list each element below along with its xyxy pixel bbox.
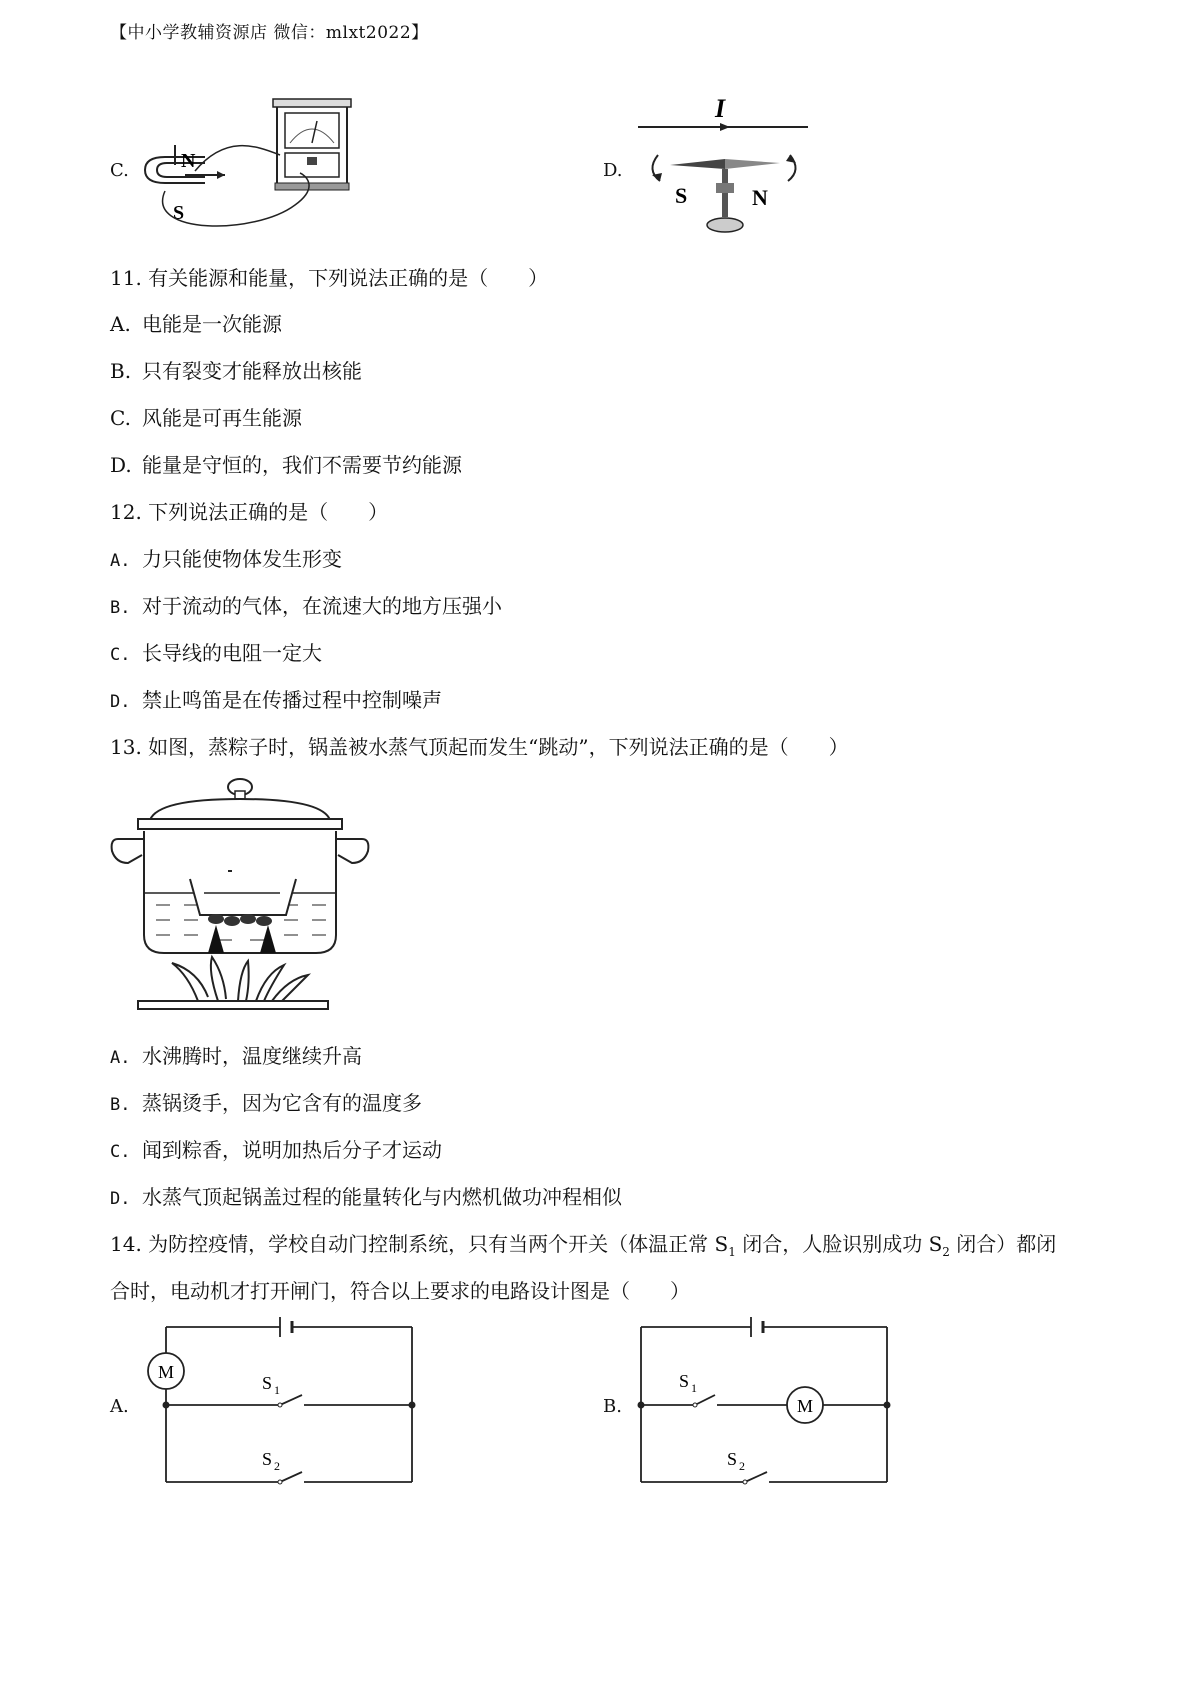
circuit-a-s1-sub: 1 (274, 1383, 280, 1397)
q11-option-b-letter: B. (110, 359, 132, 383)
q14-stem-part-c: 闭合）都闭 (949, 1232, 1057, 1256)
q12-option-d-letter: D. (110, 692, 131, 712)
circuit-b-diagram (635, 1315, 900, 1495)
option-d-label: D. (603, 160, 623, 181)
figure-d-oersted (630, 95, 815, 245)
q12-option-a-letter: A. (110, 551, 131, 571)
q13-option-b-letter: B. (110, 1095, 131, 1115)
magnet-n-label: N (181, 150, 196, 172)
circuit-a-s1-label: S (262, 1373, 273, 1393)
q13-option-c-letter: C. (110, 1142, 131, 1162)
q13-option-a (110, 1040, 362, 1069)
q11-option-a (110, 308, 282, 337)
option-c-label: C. (110, 160, 129, 181)
circuit-a-label: A. (110, 1396, 129, 1417)
q11-option-b-text: 只有裂变才能释放出核能 (142, 359, 362, 383)
circuit-b-s1-sub: 1 (691, 1381, 697, 1395)
q14-stem-line2: 合时，电动机才打开闸门，符合以上要求的电路设计图是（ ） (110, 1279, 690, 1303)
circuit-b-s2-label: S (727, 1449, 738, 1469)
q13-option-d (110, 1181, 622, 1210)
q13-option-d-letter: D. (110, 1189, 131, 1209)
circuit-a-s2-sub: 2 (274, 1459, 280, 1473)
circuit-b-motor-label: M (797, 1396, 814, 1416)
q11-option-d-text: 能量是守恒的，我们不需要节约能源 (142, 453, 462, 477)
q12-option-d (110, 684, 442, 713)
circuit-b-label: B. (603, 1396, 622, 1417)
q11-stem: 11. 有关能源和能量，下列说法正确的是（ ） (110, 266, 549, 290)
q12-option-c (110, 637, 322, 666)
q11-option-c-letter: C. (110, 406, 131, 430)
q14-sub-1: 1 (728, 1245, 736, 1259)
circuit-b-s1-label: S (679, 1371, 690, 1391)
magnet-s-label: S (173, 202, 185, 224)
q11-option-d-letter: D. (110, 453, 132, 477)
q11-option-c (110, 402, 302, 431)
q13-option-b (110, 1087, 422, 1116)
q13-option-c-text: 闻到粽香，说明加热后分子才运动 (142, 1138, 442, 1162)
q13-stem: 13. 如图，蒸粽子时，锅盖被水蒸气顶起而发生“跳动”，下列说法正确的是（ ） (110, 735, 849, 759)
q11-option-d (110, 449, 462, 478)
q11-option-a-text: 电能是一次能源 (142, 312, 282, 336)
watermark-header: 【中小学教辅资源店 微信：mlxt2022】 (110, 23, 429, 43)
q12-option-c-text: 长导线的电阻一定大 (142, 641, 322, 665)
needle-s-label: S (675, 183, 688, 208)
needle-n-label: N (752, 185, 768, 210)
figure-steamer-pot (108, 775, 373, 1015)
q11-option-b (110, 355, 362, 384)
q12-stem: 12. 下列说法正确的是（ ） (110, 500, 389, 524)
q13-option-d-text: 水蒸气顶起锅盖过程的能量转化与内燃机做功冲程相似 (142, 1185, 622, 1209)
circuit-b-s2-sub: 2 (739, 1459, 745, 1473)
q11-option-a-letter: A. (110, 312, 131, 336)
q13-option-a-letter: A. (110, 1048, 131, 1068)
figure-c-induction (135, 95, 365, 240)
q11-option-c-text: 风能是可再生能源 (142, 406, 302, 430)
q12-option-b (110, 590, 502, 619)
q13-option-c (110, 1134, 442, 1163)
q14-stem-part-a: 14. 为防控疫情，学校自动门控制系统，只有当两个开关（体温正常 S (110, 1232, 729, 1256)
circuit-a-diagram (140, 1315, 425, 1495)
q13-option-a-text: 水沸腾时，温度继续升高 (142, 1044, 362, 1068)
q13-option-b-text: 蒸锅烫手，因为它含有的温度多 (142, 1091, 422, 1115)
q12-option-b-letter: B. (110, 598, 131, 618)
q12-option-b-text: 对于流动的气体，在流速大的地方压强小 (142, 594, 502, 618)
q12-option-c-letter: C. (110, 645, 131, 665)
q14-stem-part-b: 闭合，人脸识别成功 S (735, 1232, 943, 1256)
q12-option-a (110, 543, 342, 572)
q12-option-a-text: 力只能使物体发生形变 (142, 547, 342, 571)
q12-option-d-text: 禁止鸣笛是在传播过程中控制噪声 (142, 688, 442, 712)
circuit-a-s2-label: S (262, 1449, 273, 1469)
q14-stem-line1 (110, 1228, 1056, 1259)
current-i-label: I (715, 95, 726, 123)
q14-sub-2: 2 (942, 1245, 950, 1259)
circuit-a-motor-label: M (158, 1362, 175, 1382)
